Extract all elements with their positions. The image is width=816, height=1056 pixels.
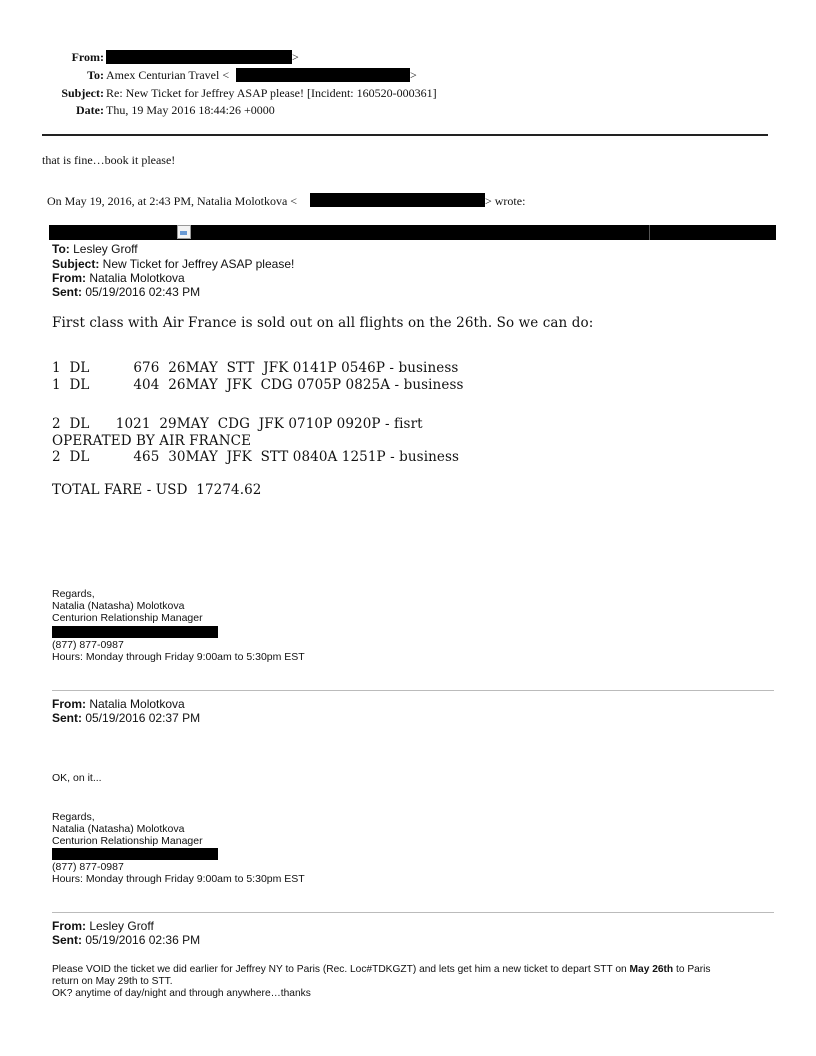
msg2-from-label: From: xyxy=(52,697,86,711)
msg1-from-label: From: xyxy=(52,271,86,285)
msg1-from-value: Natalia Molotkova xyxy=(86,271,185,285)
msg2-sent-label: Sent: xyxy=(52,711,82,725)
message-divider-1 xyxy=(52,690,774,691)
banner-divider xyxy=(649,225,650,240)
msg1-sent-line xyxy=(52,286,200,299)
msg1-subject-value: New Ticket for Jeffrey ASAP please! xyxy=(99,257,295,271)
msg2-sig-redacted xyxy=(52,848,218,860)
to-label: To: xyxy=(87,68,104,82)
msg2-sig-phone: (877) 877-0987 xyxy=(52,861,124,873)
redacted-sender-email xyxy=(106,50,292,64)
subject-label: Subject: xyxy=(61,86,104,100)
msg2-sig-regards: Regards, xyxy=(52,811,95,823)
msg1-sig-phone: (877) 877-0987 xyxy=(52,639,124,651)
msg1-to-value: Lesley Groff xyxy=(69,242,138,256)
total-fare: TOTAL FARE - USD 17274.62 xyxy=(52,482,262,498)
broken-image-icon xyxy=(177,225,191,239)
msg1-intro: First class with Air France is sold out on all flights on the 26th. So we can do: xyxy=(52,315,594,331)
msg2-sig-name: Natalia (Natasha) Molotkova xyxy=(52,823,185,835)
to-value: Amex Centurian Travel < xyxy=(106,68,230,82)
redacted-recipient-email xyxy=(236,68,410,82)
header-divider xyxy=(42,134,768,136)
msg1-sent-label: Sent: xyxy=(52,285,82,299)
msg3-from-line xyxy=(52,920,154,933)
msg1-sent-value: 05/19/2016 02:43 PM xyxy=(82,285,201,299)
msg3-body-line2: return on May 29th to STT. xyxy=(52,976,173,987)
msg2-from-line xyxy=(52,698,185,711)
msg3-sent-value: 05/19/2016 02:36 PM xyxy=(82,933,201,947)
flight-line-3: 2 DL 1021 29MAY CDG JFK 0710P 0920P - fisrt xyxy=(52,416,423,432)
msg3-body-bold: May 26th xyxy=(629,964,674,975)
msg2-body: OK, on it... xyxy=(52,772,102,784)
quote-intro-suffix: > wrote: xyxy=(485,194,526,208)
date-label: Date: xyxy=(76,103,104,117)
msg2-sig-hours: Hours: Monday through Friday 9:00am to 5:30pm EST xyxy=(52,873,305,885)
msg1-sig-title: Centurion Relationship Manager xyxy=(52,612,203,624)
msg2-sent-value: 05/19/2016 02:37 PM xyxy=(82,711,201,725)
msg3-from-value: Lesley Groff xyxy=(86,919,154,933)
msg2-sig-title: Centurion Relationship Manager xyxy=(52,835,203,847)
flight-line-2: 1 DL 404 26MAY JFK CDG 0705P 0825A - business xyxy=(52,377,464,393)
to-suffix: > xyxy=(410,68,417,82)
flight-line-4: 2 DL 465 30MAY JFK STT 0840A 1251P - business xyxy=(52,449,460,465)
msg1-sig-hours: Hours: Monday through Friday 9:00am to 5:30pm EST xyxy=(52,651,305,663)
msg1-subject-line xyxy=(52,258,294,271)
msg3-body-b: to Paris xyxy=(673,964,711,975)
flight-operated-note: OPERATED BY AIR FRANCE xyxy=(52,433,252,449)
msg1-subject-label: Subject: xyxy=(52,257,100,271)
date-value: Thu, 19 May 2016 18:44:26 +0000 xyxy=(106,103,275,117)
subject-value: Re: New Ticket for Jeffrey ASAP please! [Incident: 160520-000361] xyxy=(106,86,437,100)
redacted-banner xyxy=(49,225,776,240)
msg1-sig-regards: Regards, xyxy=(52,588,95,600)
msg1-sig-redacted xyxy=(52,626,218,638)
from-suffix: > xyxy=(292,50,299,64)
msg2-from-value: Natalia Molotkova xyxy=(86,697,185,711)
msg1-from-line xyxy=(52,272,185,285)
redacted-quoted-email xyxy=(310,193,485,207)
quote-intro-prefix: On May 19, 2016, at 2:43 PM, Natalia Molotkova < xyxy=(47,194,298,208)
msg2-sent-line xyxy=(52,712,200,725)
reply-body: that is fine…book it please! xyxy=(42,153,176,167)
from-label: From: xyxy=(71,50,104,64)
msg3-body-line1 xyxy=(52,964,711,976)
message-divider-2 xyxy=(52,912,774,913)
msg3-sent-line xyxy=(52,934,200,947)
msg3-body-a: Please VOID the ticket we did earlier for Jeffrey NY to Paris (Rec. Loc#TDKGZT) and lets get him a new ticket to depart STT on xyxy=(52,964,630,975)
msg1-to-line xyxy=(52,243,138,256)
flight-line-1: 1 DL 676 26MAY STT JFK 0141P 0546P - business xyxy=(52,360,459,376)
msg3-body-line3: OK? anytime of day/night and through anywhere…thanks xyxy=(52,988,311,999)
msg1-to-label: To: xyxy=(52,242,70,256)
msg1-sig-name: Natalia (Natasha) Molotkova xyxy=(52,600,185,612)
msg3-sent-label: Sent: xyxy=(52,933,82,947)
msg3-from-label: From: xyxy=(52,919,86,933)
